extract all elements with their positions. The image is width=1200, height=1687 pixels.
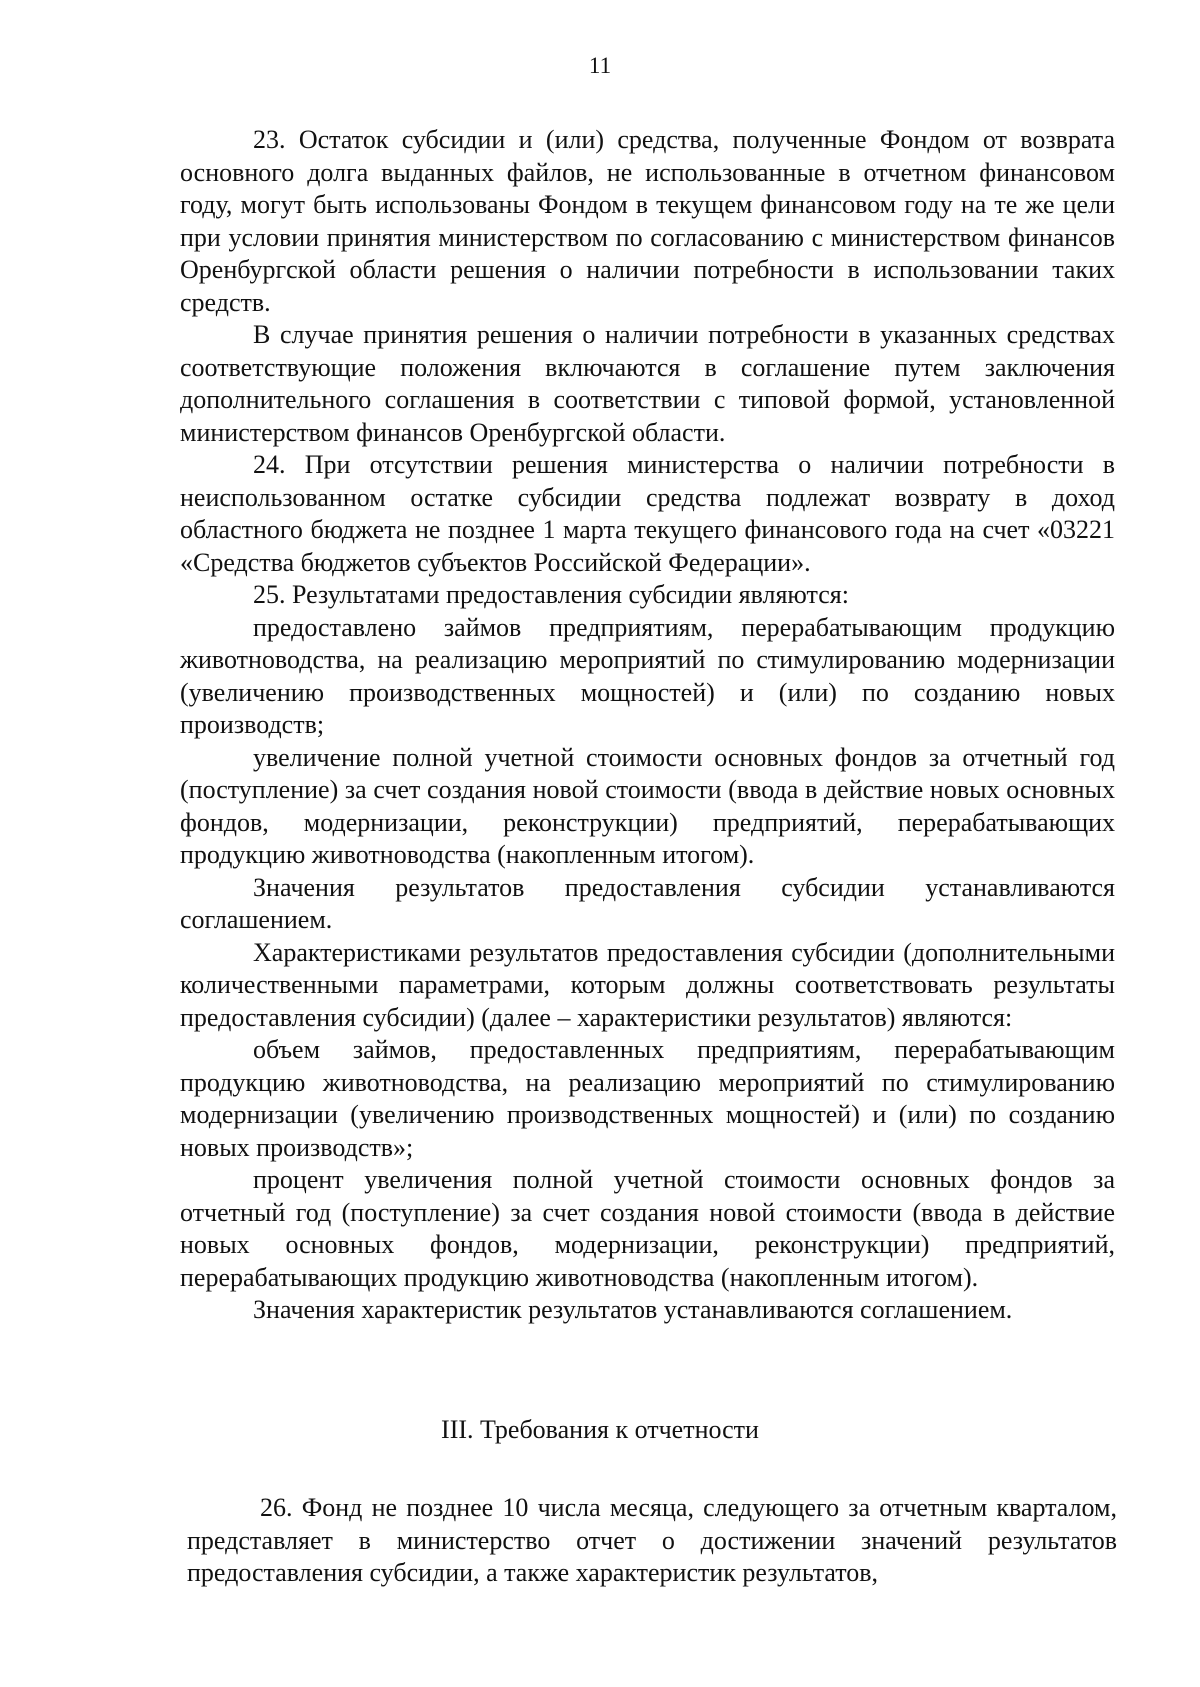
document-body [180,124,1115,1327]
section-heading: III. Требования к отчетности [441,1415,759,1444]
paragraph-26: 26. Фонд не позднее 10 числа месяца, следующего за отчетным кварталом, представляет в министерство отчет о достижении значений результатов предоставления субсидии, а также характеристик результатов, [187,1493,1117,1587]
characteristics-intro: Характеристиками результатов предоставления субсидии (дополнительными количественными параметрами, которым должны соответствовать результаты предоставления субсидии) (далее – характеристики результатов) являются: [180,937,1115,1032]
characteristic-asset-growth: процент увеличения полной учетной стоимости основных фондов за отчетный год (поступление) за счет создания новой стоимости (ввода в действие новых основных фондов, модернизации, реконструкции) предприятий, перерабатывающих продукцию животноводства (накопленным итогом). [180,1165,1115,1292]
paragraph-23-continued: В случае принятия решения о наличии потребности в указанных средствах соответствующие положения включаются в соглашение путем заключения дополнительного соглашения в соответствии с типовой формой, установленной министерством финансов Оренбургской области. [180,320,1115,447]
characteristics-values-note: Значения характеристик результатов устанавливаются соглашением. [253,1295,1013,1324]
paragraph-24: 24. При отсутствии решения министерства о наличии потребности в неиспользованном остатке субсидии средства подлежат возврату в доход областного бюджета не позднее 1 марта текущего финансового года на счет «03221 «Средства бюджетов субъектов Российской Федерации». [180,450,1115,577]
paragraph-23: 23. Остаток субсидии и (или) средства, полученные Фондом от возврата основного долга выданных файлов, не использованные в отчетном финансовом году, могут быть использованы Фондом в текущем финансовом году на те же цели при условии принятия министерством по согласованию с министерством финансов Оренбургской области решения о наличии потребности в использовании таких средств. [180,125,1115,317]
section-body [187,1492,1117,1590]
paragraph-25: 25. Результатами предоставления субсидии являются: [253,580,849,609]
page-number: 11 [588,53,612,78]
result-item-loans: предоставлено займов предприятиям, перерабатывающим продукцию животноводства, на реализацию мероприятий по стимулированию модернизации (увеличению производственных мощностей) и (или) по созданию новых производств; [180,612,1115,739]
results-values-note: Значения результатов предоставления субсидии устанавливаются соглашением. [180,872,1115,934]
result-item-fixed-assets: увеличение полной учетной стоимости основных фондов за отчетный год (поступление) за счет создания новой стоимости (ввода в действие новых основных фондов, модернизации, реконструкции) предприятий, перерабатывающих продукцию животноводства (накопленным итогом). [180,742,1115,869]
characteristic-loan-volume: объем займов, предоставленных предприятиям, перерабатывающим продукцию животноводства, на реализацию мероприятий по стимулированию модернизации (увеличению производственных мощностей) и (или) по созданию новых производств»; [180,1035,1115,1162]
